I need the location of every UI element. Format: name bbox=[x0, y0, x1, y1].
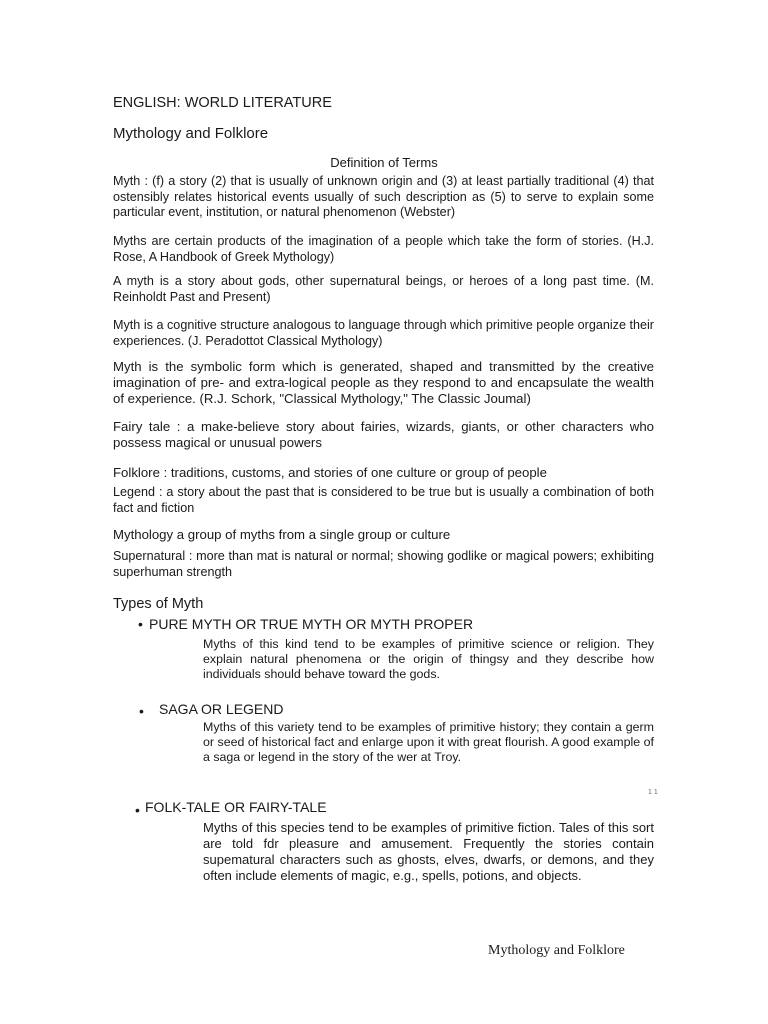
bullet-icon: • bbox=[139, 703, 144, 719]
definition-myth-schork: Myth is the symbolic form which is generated, shaped and transmitted by the creative imagination of pre- and extra-logical people as they respond to and encapsulate the wealth of experience. (R.J. Schork, "Classical Mythology," The Classic Joumal) bbox=[113, 359, 654, 406]
definition-supernatural: Supernatural : more than mat is natural or normal; showing godlike or magical powers; exhibiting superhuman strength bbox=[113, 549, 654, 579]
page-footer: Mythology and Folklore bbox=[488, 943, 625, 958]
section-heading: Definition of Terms bbox=[330, 155, 438, 170]
type-folk-tale-text: Myths of this species tend to be examples of primitive fiction. Tales of this sort are told fdr pleasure and amusement. Frequently the stories contain supematural characters such as ghosts, elves, dwarfs, or demons, and they often include elements of magic, e.g., spells, potions, and objects. bbox=[203, 820, 654, 883]
bullet-icon: • bbox=[138, 616, 143, 632]
course-title: ENGLISH: WORLD LITERATURE bbox=[113, 95, 332, 111]
type-pure-myth-text: Myths of this kind tend to be examples of primitive science or religion. They explain natural phenomena or the origin of thingsy and they describe how individuals should behave toward the gods. bbox=[203, 637, 654, 681]
types-heading: Types of Myth bbox=[113, 596, 204, 612]
type-saga-title: SAGA OR LEGEND bbox=[159, 701, 284, 717]
bullet-icon: • bbox=[135, 802, 140, 818]
definition-legend: Legend : a story about the past that is considered to be true but is usually a combination of both fact and fiction bbox=[113, 485, 654, 515]
type-pure-myth-title: PURE MYTH OR TRUE MYTH OR MYTH PROPER bbox=[149, 616, 474, 632]
definition-fairy-tale: Fairy tale : a make-believe story about fairies, wizards, giants, or other characters who possess magical or unusual powers bbox=[113, 419, 654, 450]
definition-myth-webster: Myth : (f) a story (2) that is usually of unknown origin and (3) at least partially traditional (4) that ostensibly relates historical events usually of such description as (5) to serve to explain some particular event, institution, or natural phenomenon (Webster) bbox=[113, 174, 654, 219]
definition-folklore: Folklore : traditions, customs, and stories of one culture or group of people bbox=[113, 465, 547, 480]
subject-title: Mythology and Folklore bbox=[113, 125, 269, 142]
definition-myth-reinholdt: A myth is a story about gods, other supernatural beings, or heroes of a long past time. (M. Reinholdt Past and Present) bbox=[113, 274, 654, 304]
definition-mythology: Mythology a group of myths from a single group or culture bbox=[113, 527, 451, 542]
definition-myth-peradottot: Myth is a cognitive structure analogous to language through which primitive people organize their experiences. (J. Peradottot Classical Mythology) bbox=[113, 318, 654, 348]
definition-myth-rose: Myths are certain products of the imagination of a people which take the form of stories. (H.J. Rose, A Handbook of Greek Mythology) bbox=[113, 234, 654, 264]
type-saga-text: Myths of this variety tend to be examples of primitive history; they contain a germ or seed of historical fact and enlarge upon it with great flourish. A good example of a saga or legend in the story of the wer at Troy. bbox=[203, 720, 654, 764]
type-folk-tale-title: FOLK-TALE OR FAIRY-TALE bbox=[145, 799, 327, 815]
page-mark: 1 1 bbox=[648, 789, 658, 796]
